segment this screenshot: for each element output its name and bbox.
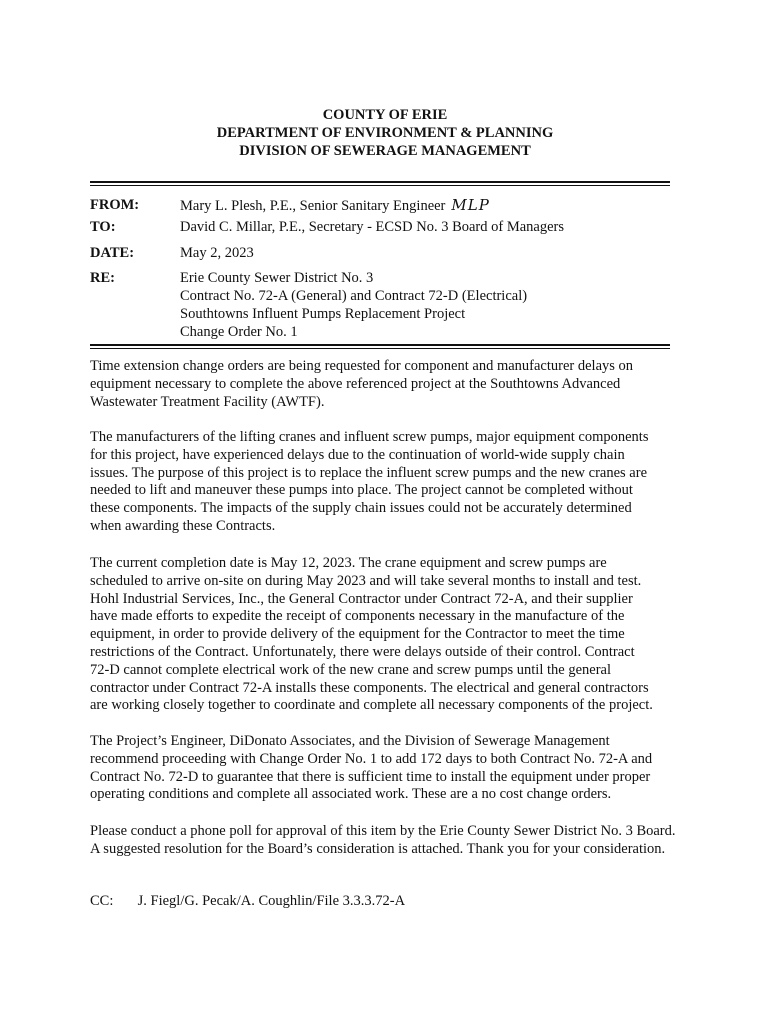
body-paragraph-1 — [90, 358, 710, 411]
text-line: 72-D cannot complete electrical work of the new crane and screw pumps until the general — [90, 661, 611, 678]
header-division: DIVISION OF SEWERAGE MANAGEMENT — [239, 143, 531, 159]
cc-line — [90, 892, 405, 910]
from-value: Mary L. Plesh, P.E., Senior Sanitary Engineer — [180, 198, 446, 214]
author-initials-signature: MLP — [451, 196, 490, 214]
from-label: FROM: — [90, 197, 140, 213]
text-line: restrictions of the Contract. Unfortunately, there were delays outside of their control. Contract — [90, 643, 635, 660]
text-line: these components. The impacts of the supply chain issues could not be accurately determined — [90, 500, 632, 517]
re-line: Erie County Sewer District No. 3 — [180, 270, 374, 286]
letterhead — [0, 106, 770, 160]
body-paragraph-5 — [90, 823, 710, 859]
text-line: needed to lift and maneuver these pumps into place. The project cannot be completed without — [90, 482, 633, 499]
text-line: contractor under Contract 72-A installs these components. The electrical and general contractors — [90, 679, 649, 696]
text-line: Time extension change orders are being requested for component and manufacturer delays on — [90, 358, 634, 374]
re-line: Contract No. 72-A (General) and Contract 72-D (Electrical) — [180, 288, 528, 304]
text-line: Please conduct a phone poll for approval of this item by the Erie County Sewer District No. 3 Board. — [90, 823, 676, 839]
text-line: have made efforts to expedite the receipt of components necessary in the manufacture of the — [90, 608, 625, 625]
body-paragraph-4 — [90, 733, 710, 804]
text-line: are working closely together to coordinate and complete all necessary components of the project. — [90, 697, 653, 714]
date-label: DATE: — [90, 245, 135, 261]
text-line: The Project’s Engineer, DiDonato Associates, and the Division of Sewerage Management — [90, 733, 610, 749]
text-line: for this project, have experienced delays due to the continuation of world-wide supply chain — [90, 446, 625, 463]
header-divider-top — [90, 181, 670, 186]
text-line: operating conditions and complete all associated work. These are a no cost change orders. — [90, 786, 612, 803]
cc-label: CC: — [90, 893, 114, 909]
cc-recipients: J. Fiegl/G. Pecak/A. Coughlin/File 3.3.3.72-A — [137, 893, 406, 909]
re-value — [180, 269, 527, 341]
re-label: RE: — [90, 270, 115, 286]
re-line: Southtowns Influent Pumps Replacement Project — [180, 306, 466, 322]
text-line: issues. The purpose of this project is to replace the influent screw pumps and the new cranes are — [90, 464, 648, 481]
text-line: A suggested resolution for the Board’s consideration is attached. Thank you for your consideration. — [90, 840, 666, 857]
text-line: Contract No. 72-D to guarantee that there is sufficient time to install the equipment under proper — [90, 768, 651, 785]
to-label: TO: — [90, 219, 116, 235]
header-divider-bottom — [90, 344, 670, 349]
text-line: Hohl Industrial Services, Inc., the General Contractor under Contract 72-A, and their supplier — [90, 590, 633, 607]
text-line: Wastewater Treatment Facility (AWTF). — [90, 393, 325, 410]
header-department: DEPARTMENT OF ENVIRONMENT & PLANNING — [216, 125, 554, 141]
text-line: The current completion date is May 12, 2023. The crane equipment and screw pumps are — [90, 555, 607, 571]
text-line: recommend proceeding with Change Order No. 1 to add 172 days to both Contract No. 72-A and — [90, 750, 653, 767]
body-paragraph-3 — [90, 555, 710, 715]
header-county: COUNTY OF ERIE — [322, 107, 448, 123]
to-value: David C. Millar, P.E., Secretary - ECSD No. 3 Board of Managers — [180, 219, 565, 235]
date-value: May 2, 2023 — [180, 245, 254, 261]
re-line: Change Order No. 1 — [180, 324, 298, 340]
text-line: The manufacturers of the lifting cranes and influent screw pumps, major equipment components — [90, 429, 649, 445]
text-line: scheduled to arrive on-site on during May 2023 and will take several months to install and test. — [90, 572, 642, 589]
body-paragraph-2 — [90, 429, 710, 536]
text-line: when awarding these Contracts. — [90, 517, 276, 534]
text-line: equipment, in order to provide delivery of the equipment for the Contractor to meet the time — [90, 626, 625, 643]
text-line: equipment necessary to complete the above referenced project at the Southtowns Advanced — [90, 375, 621, 392]
